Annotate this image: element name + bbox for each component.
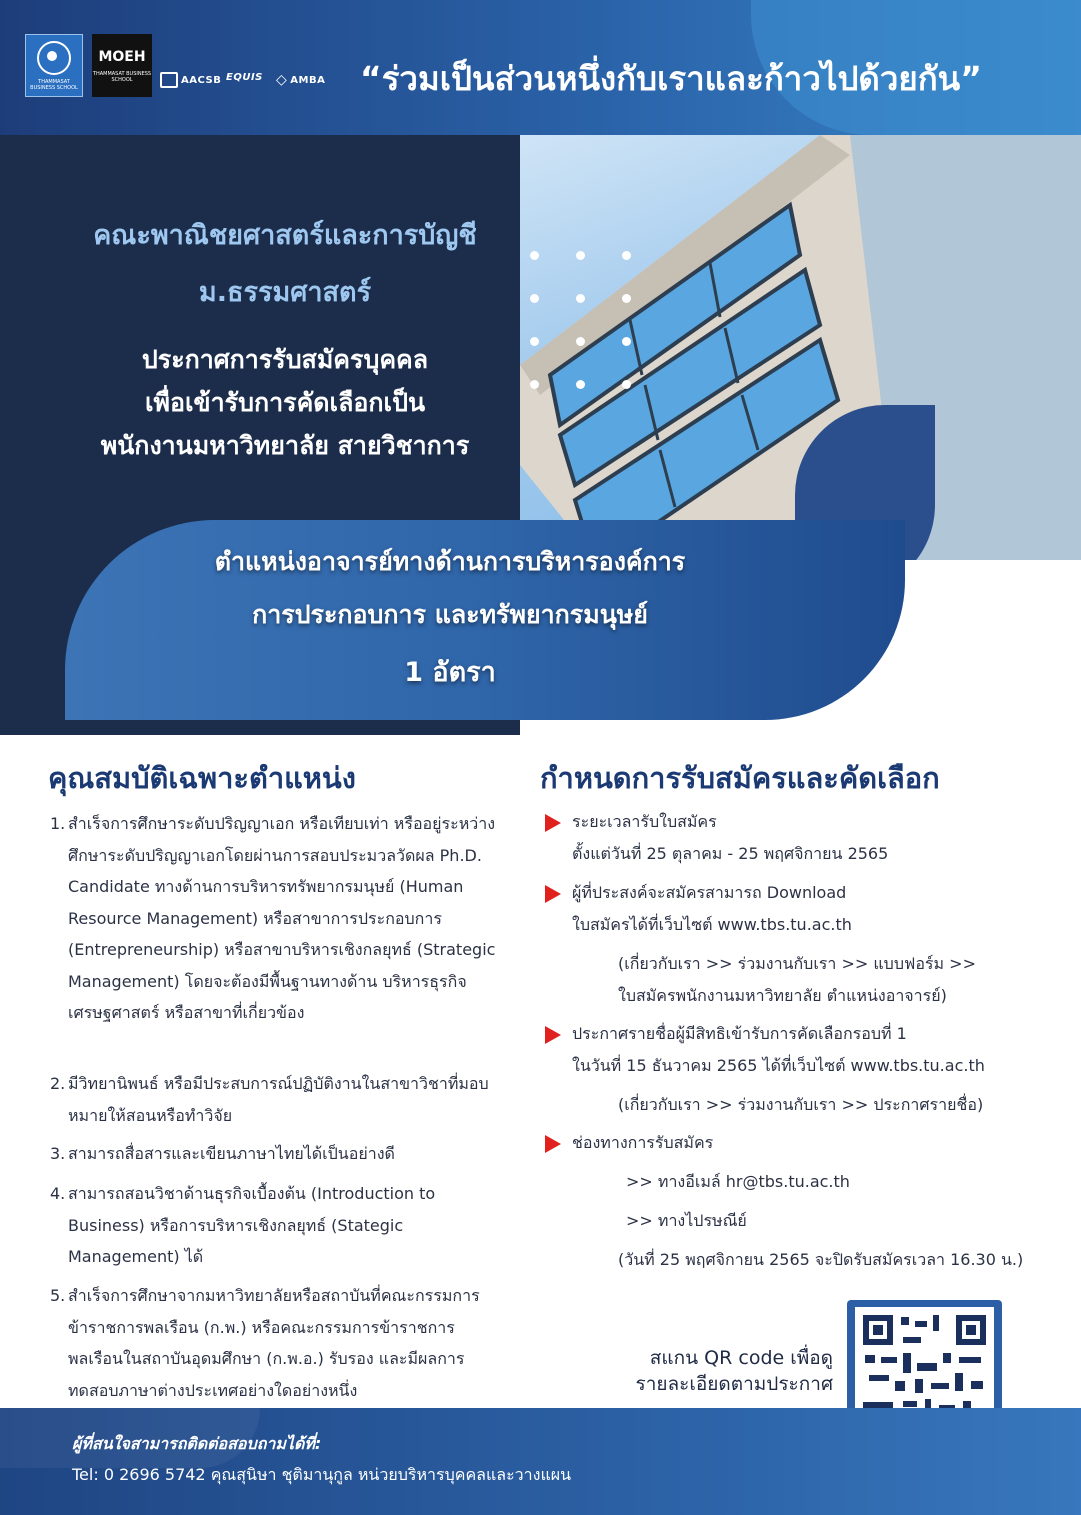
decor-dot	[530, 251, 539, 260]
qualification-item	[50, 1178, 505, 1273]
item-number: 2.	[50, 1074, 66, 1093]
download-path-1: (เกี่ยวกับเรา >> ร่วมงานกับเรา >> แบบฟอร์ม >>	[618, 954, 976, 973]
thammasat-logo	[25, 34, 83, 97]
moeh-logo	[92, 34, 152, 97]
shortlist-date: ในวันที่ 15 ธันวาคม 2565 ได้ที่เว็บไซต์ www.tbs.tu.ac.th	[572, 1056, 985, 1075]
qualification-item	[50, 1068, 505, 1131]
application-period-dates: ตั้งแต่วันที่ 25 ตุลาคม - 25 พฤศจิกายน 2565	[572, 844, 889, 863]
channel-email: >> ทางอีเมล์ hr@tbs.tu.ac.th	[626, 1172, 850, 1191]
decor-dot	[576, 294, 585, 303]
closing-note: (วันที่ 25 พฤศจิกายน 2565 จะปิดรับสมัครเวลา 16.30 น.)	[618, 1250, 1024, 1269]
position-title-line-1: ตำแหน่งอาจารย์ทางด้านการบริหารองค์การ	[214, 547, 686, 576]
item-text: มีวิทยานิพนธ์ หรือมีประสบการณ์ปฏิบัติงานในสาขาวิชาที่มอบหมายให้สอนหรือทำวิจัย	[68, 1074, 489, 1125]
announcement-line-3: พนักงานมหาวิทยาลัย สายวิชาการ	[100, 431, 470, 460]
faculty-name: คณะพาณิชยศาสตร์และการบัญชี	[93, 220, 477, 251]
decor-dot	[576, 337, 585, 346]
contact-details: Tel: 0 2696 5742 คุณสุนิษา ชุติมานุกูล หน่วยบริหารบุคคลและวางแผน	[72, 1465, 572, 1484]
slogan: “ร่วมเป็นส่วนหนึ่งกับเราและก้าวไปด้วยกัน”	[360, 59, 982, 98]
qualifications-heading: คุณสมบัติเฉพาะตำแหน่ง	[48, 761, 356, 795]
item-number: 1.	[50, 814, 66, 833]
diamond-icon: ◇	[276, 72, 288, 88]
aacsb-accreditation	[160, 72, 221, 88]
item-number: 4.	[50, 1184, 66, 1203]
qualification-item	[50, 1280, 505, 1406]
red-arrow-icon	[545, 885, 561, 903]
position-title-line-2: การประกอบการ และทรัพยากรมนุษย์	[252, 600, 648, 629]
equis-label: EQUIS	[226, 72, 263, 83]
position-count: 1 อัตรา	[404, 657, 496, 688]
thammasat-logo-text: THAMMASAT BUSINESS SCHOOL	[30, 78, 78, 91]
decor-dot	[530, 337, 539, 346]
amba-accreditation	[276, 72, 325, 88]
announcement-line-1: ประกาศการรับสมัครบุคคล	[141, 345, 429, 374]
qualification-item	[50, 808, 505, 1029]
announcement-line-2: เพื่อเข้ารับการคัดเลือกเป็น	[144, 388, 426, 417]
qualification-item	[50, 1138, 505, 1170]
shortlist-path: (เกี่ยวกับเรา >> ร่วมงานกับเรา >> ประกาศรายชื่อ)	[618, 1095, 984, 1114]
qr-instructions	[605, 1345, 833, 1397]
decor-dot	[622, 380, 631, 389]
channel-post: >> ทางไปรษณีย์	[626, 1211, 747, 1230]
decor-dot	[530, 380, 539, 389]
item-text: สามารถสอนวิชาด้านธุรกิจเบื้องต้น (Introduction to Business) หรือการบริหารเชิงกลยุทธ์ (Stategic Management) ได้	[68, 1184, 436, 1266]
qr-instructions-line-1: สแกน QR code เพื่อดู	[649, 1347, 833, 1369]
decor-dot	[622, 294, 631, 303]
download-title: ผู้ที่ประสงค์จะสมัครสามารถ Download	[572, 883, 847, 902]
contact-heading: ผู้ที่สนใจสามารถติดต่อสอบถามได้ที่:	[72, 1434, 322, 1453]
item-text: สามารถสื่อสารและเขียนภาษาไทยได้เป็นอย่างดี	[68, 1144, 395, 1163]
application-period-title: ระยะเวลารับใบสมัคร	[572, 812, 717, 831]
item-number: 3.	[50, 1144, 66, 1163]
amba-label: AMBA	[290, 74, 326, 86]
decor-dot	[576, 251, 585, 260]
decor-dot	[622, 251, 631, 260]
item-number: 5.	[50, 1286, 66, 1305]
download-website: ใบสมัครได้ที่เว็บไซต์ www.tbs.tu.ac.th	[572, 915, 852, 934]
item-text: สำเร็จการศึกษาระดับปริญญาเอก หรือเทียบเท่า หรืออยู่ระหว่างศึกษาระดับปริญญาเอกโดยผ่านการสอบประมวลวัดผล Ph.D. Candidate ทางด้านการบริหารทรัพยากรมนุษย์ (Human Resource Management) หรือสาขาการประกอบการ (Entrepreneurship) หรือสาขาบริหารเชิงกลยุทธ์ (Strategic Management) โดยจะต้องมีพื้นฐานทางด้าน บริหารธุรกิจ เศรษฐศาสตร์ หรือสาขาที่เกี่ยวข้อง	[68, 814, 496, 1022]
moeh-logo-text: MOEH	[98, 48, 146, 65]
moeh-logo-subtext: THAMMASAT BUSINESS SCHOOL	[92, 70, 152, 83]
equis-accreditation	[226, 72, 263, 83]
university-name: ม.ธรรมศาสตร์	[198, 277, 372, 308]
decor-dot	[576, 380, 585, 389]
schedule-heading: กำหนดการรับสมัครและคัดเลือก	[540, 761, 940, 795]
red-arrow-icon	[545, 814, 561, 832]
red-arrow-icon	[545, 1026, 561, 1044]
shortlist-title: ประกาศรายชื่อผู้มีสิทธิเข้ารับการคัดเลือกรอบที่ 1	[572, 1024, 907, 1043]
aacsb-label: AACSB	[181, 74, 222, 86]
aacsb-icon	[160, 72, 178, 88]
red-arrow-icon	[545, 1135, 561, 1153]
thammasat-seal-icon	[37, 41, 71, 75]
channels-title: ช่องทางการรับสมัคร	[572, 1133, 714, 1152]
download-path-2: ใบสมัครพนักงานมหาวิทยาลัย ตำแหน่งอาจารย์)	[618, 986, 947, 1005]
qr-instructions-line-2: รายละเอียดตามประกาศ	[635, 1373, 833, 1395]
item-text: สำเร็จการศึกษาจากมหาวิทยาลัยหรือสถาบันที่คณะกรรมการข้าราชการพลเรือน (ก.พ.) หรือคณะกรรมการข้าราชการพลเรือนในสถาบันอุดมศึกษา (ก.พ.อ.) รับรอง และมีผลการทดสอบภาษาต่างประเทศอย่างใดอย่างหนึ่ง	[68, 1286, 480, 1400]
decor-dot	[622, 337, 631, 346]
decor-dot	[530, 294, 539, 303]
